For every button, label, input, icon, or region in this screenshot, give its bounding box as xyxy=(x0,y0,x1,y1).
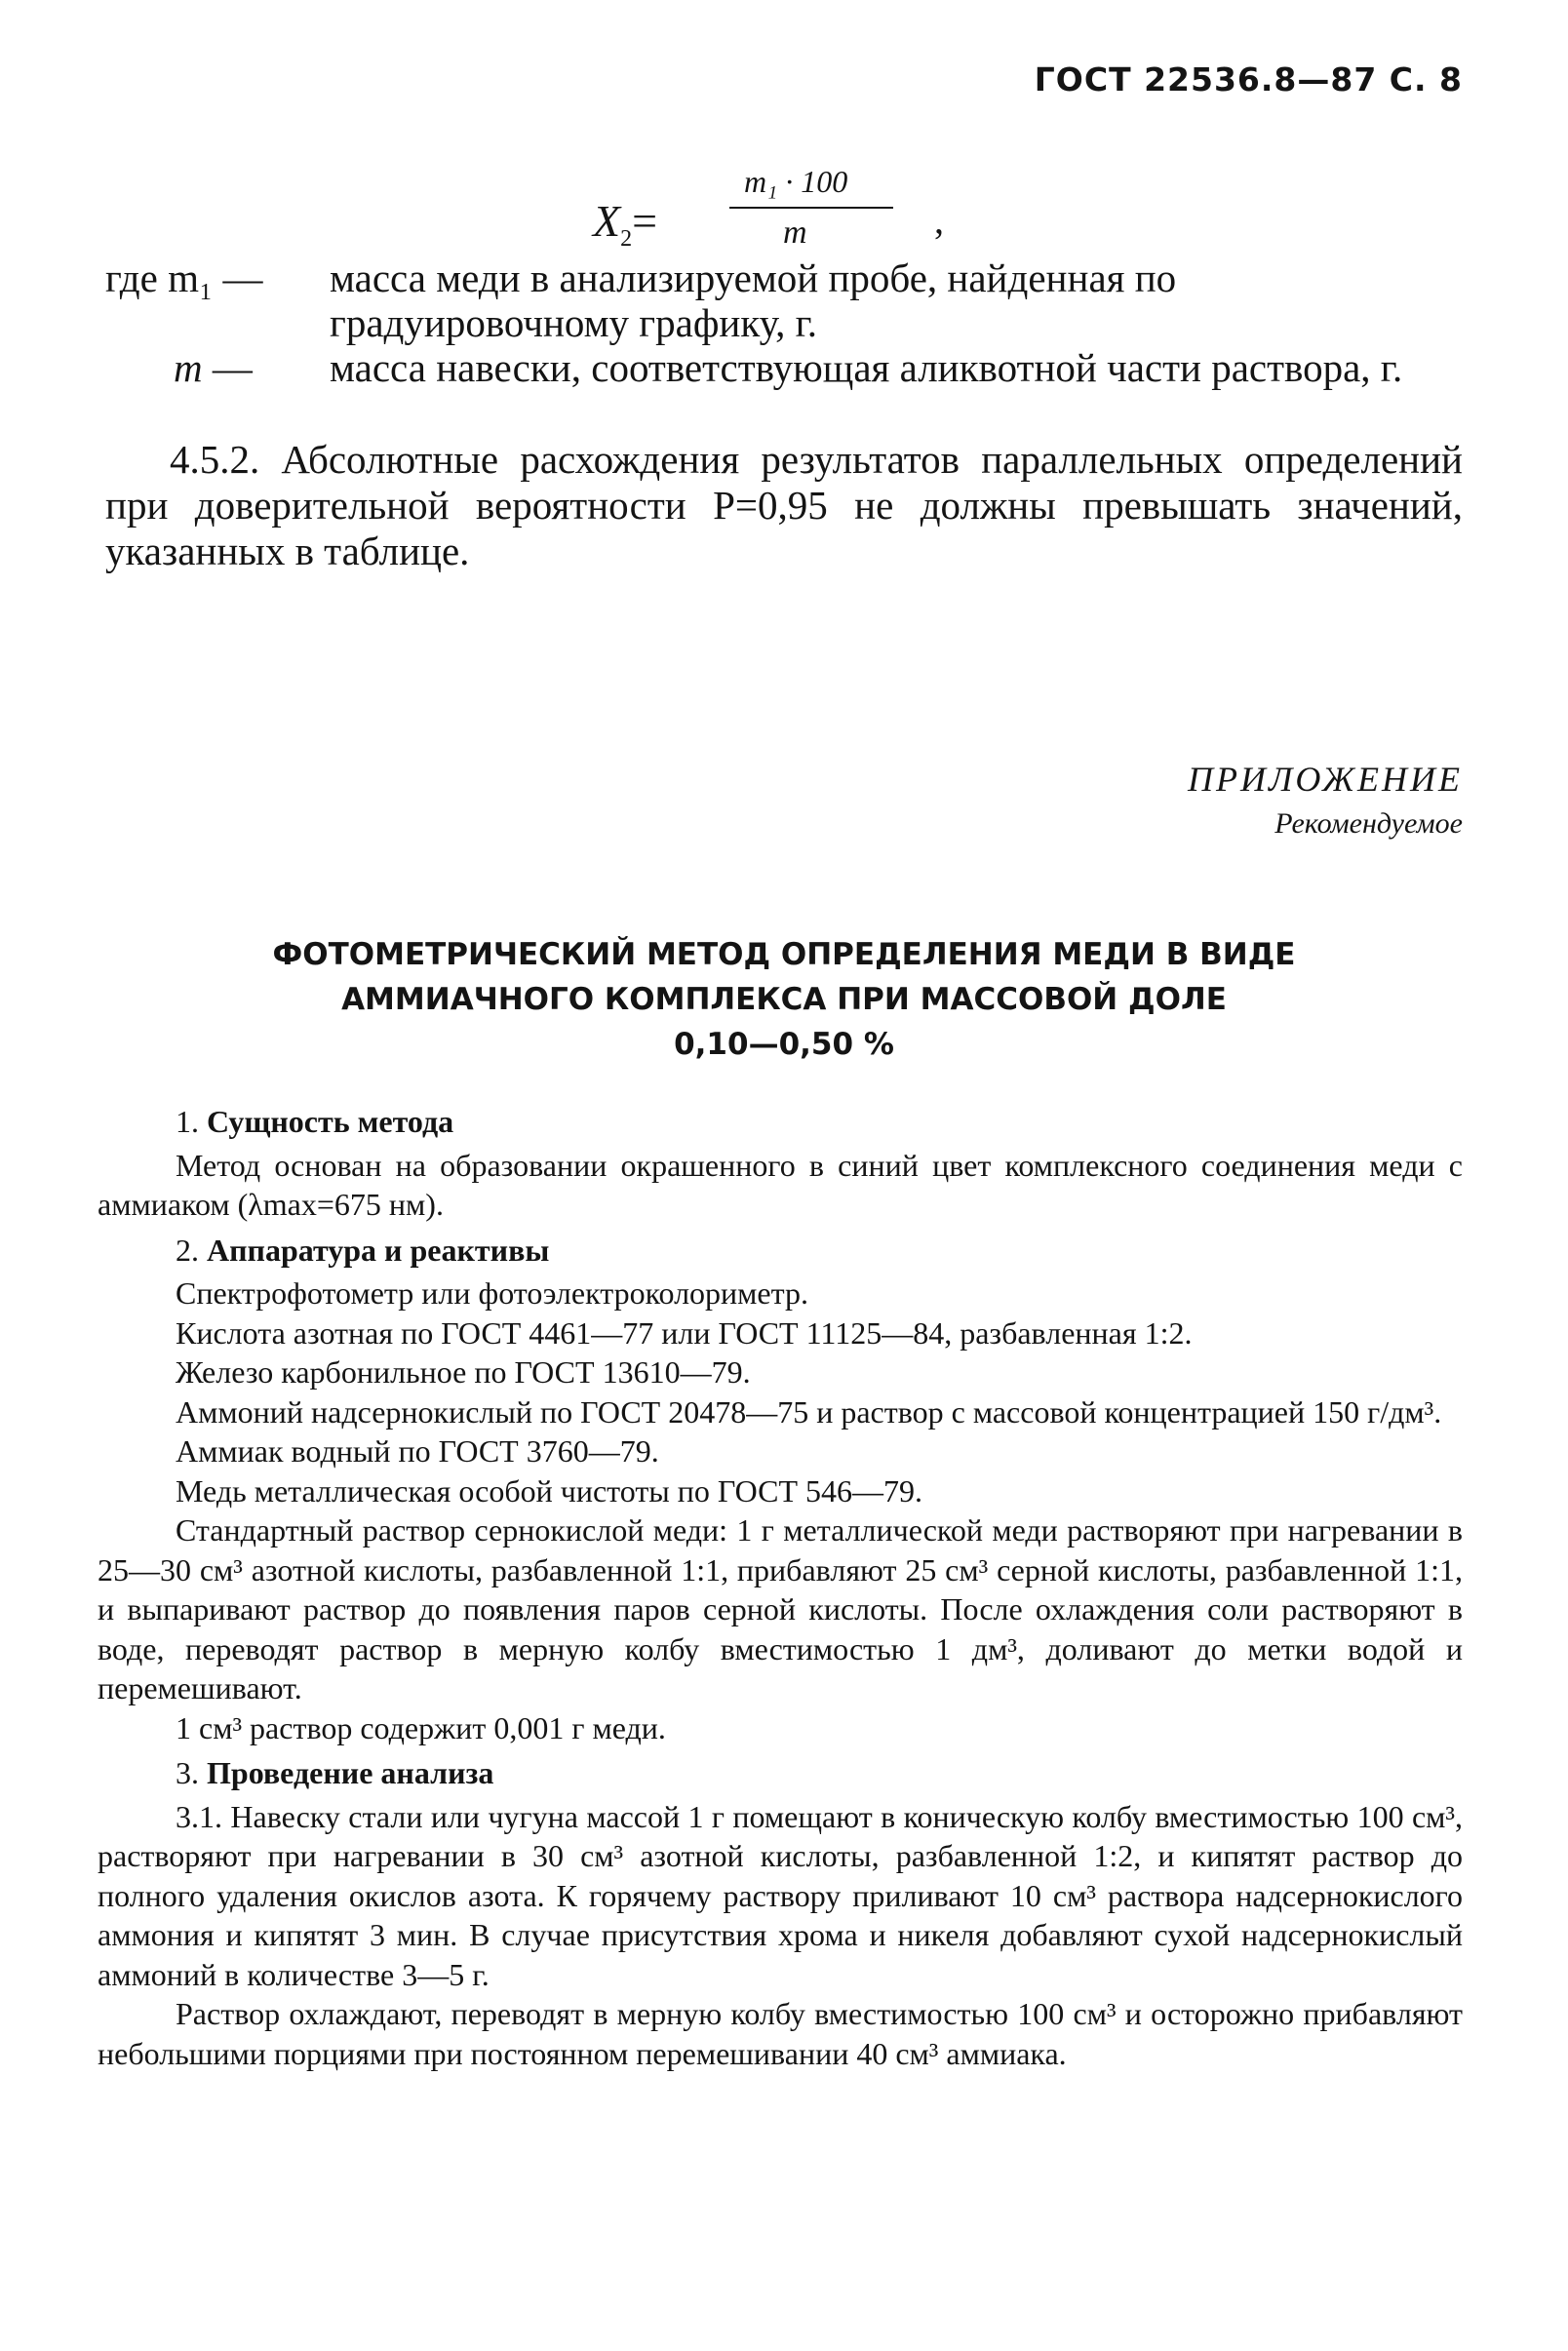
paragraph-4-5-2: 4.5.2. Абсолютные расхождения результатов параллельных определений при доверительной вероятности P=0,95 не должны превышать значений, указанных в таблице. xyxy=(105,437,1463,573)
section-heading: 1. Сущность метода xyxy=(176,1104,454,1139)
formula-x2 xyxy=(593,158,1002,255)
definition-symbol: где m₁ — xyxy=(105,255,263,300)
appendix-body xyxy=(98,1096,1463,2073)
appendix-title xyxy=(105,932,1463,1067)
section-paragraph: Медь металлическая особой чистоты по ГОСТ 546—79. xyxy=(176,1472,923,1509)
section-paragraph: Стандартный раствор сернокислой меди: 1 г металлической меди растворяют при нагревании в 25—30 см³ азотной кислоты, разбавленной 1:1, прибавляют 25 см³ серной кислоты, разбавленной 1:1, и выпаривают раствор до появления паров серной кислоты. После охлаждения соли растворяют в воде, переводят раствор в мерную колбу вместимостью 1 дм³, доливают до метки водой и перемешивают. xyxy=(98,1512,1463,1705)
title-line: ФОТОМЕТРИЧЕСКИЙ МЕТОД ОПРЕДЕЛЕНИЯ МЕДИ В ВИДЕ xyxy=(272,937,1296,972)
title-line: АММИАЧНОГО КОМПЛЕКСА ПРИ МАССОВОЙ ДОЛЕ xyxy=(341,982,1227,1017)
section-paragraph: Раствор охлаждают, переводят в мерную колбу вместимостью 100 см³ и осторожно прибавляют небольшими порциями при постоянном перемешивании 40 см³ аммиака. xyxy=(98,1996,1463,2071)
section-paragraph: Железо карбонильное по ГОСТ 13610—79. xyxy=(176,1354,751,1390)
page-header: ГОСТ 22536.8—87 С. 8 xyxy=(1034,60,1463,98)
section-paragraph: Кислота азотная по ГОСТ 4461—77 или ГОСТ 11125—84, разбавленная 1:2. xyxy=(176,1314,1193,1351)
appendix-label: ПРИЛОЖЕНИЕ xyxy=(1188,760,1463,799)
formula-lhs: $X_2=$ xyxy=(593,196,658,253)
formula-numerator: m₁ · 100 xyxy=(744,164,848,199)
title-line: 0,10—0,50 % xyxy=(674,1027,894,1062)
section-paragraph: 3.1. Навеску стали или чугуна массой 1 г помещают в коническую колбу вместимостью 100 см³, растворяют при нагревании в 30 см³ азотной кислоты, разбавленной 1:2, и кипятят раствор до полного удаления окислов азота. К горячему раствору приливают 10 см³ раствора надсернокислого аммония и кипятят 3 мин. В случае присутствия хрома и никеля добавляют сухой надсернокислый аммоний в количестве 3—5 г. xyxy=(98,1798,1463,1992)
section-heading: 3. Проведение анализа xyxy=(176,1755,494,1790)
definition-text: масса навески, соответствующая аликвотной части раствора, г. xyxy=(330,345,1403,390)
definition-m1 xyxy=(105,255,1463,345)
section-paragraph: 1 см³ раствор содержит 0,001 г меди. xyxy=(176,1709,666,1745)
definition-m: m — масса навески, соответствующая аликвотной части раствора, г. xyxy=(174,345,1403,390)
fraction-bar xyxy=(729,207,893,209)
section-paragraph: Аммоний надсернокислый по ГОСТ 20478—75 и раствор с массовой концентрацией 150 г/дм³. xyxy=(176,1393,1442,1430)
formula-comma: , xyxy=(934,198,944,242)
section-paragraph: Метод основан на образовании окрашенного в синий цвет комплексного соединения меди с аммиаком (λmax=675 нм). xyxy=(98,1147,1463,1222)
section-paragraph: Аммиак водный по ГОСТ 3760—79. xyxy=(176,1433,659,1469)
definition-text: масса меди в анализируемой пробе, найденная по градуировочному графику, г. xyxy=(330,255,1177,345)
formula-denominator: m xyxy=(783,215,807,251)
section-paragraph: Спектрофотометр или фотоэлектроколориметр. xyxy=(176,1275,808,1311)
appendix-status: Рекомендуемое xyxy=(1274,807,1463,840)
section-heading: 2. Аппаратура и реактивы xyxy=(176,1232,550,1268)
variable-definitions xyxy=(105,255,1463,390)
